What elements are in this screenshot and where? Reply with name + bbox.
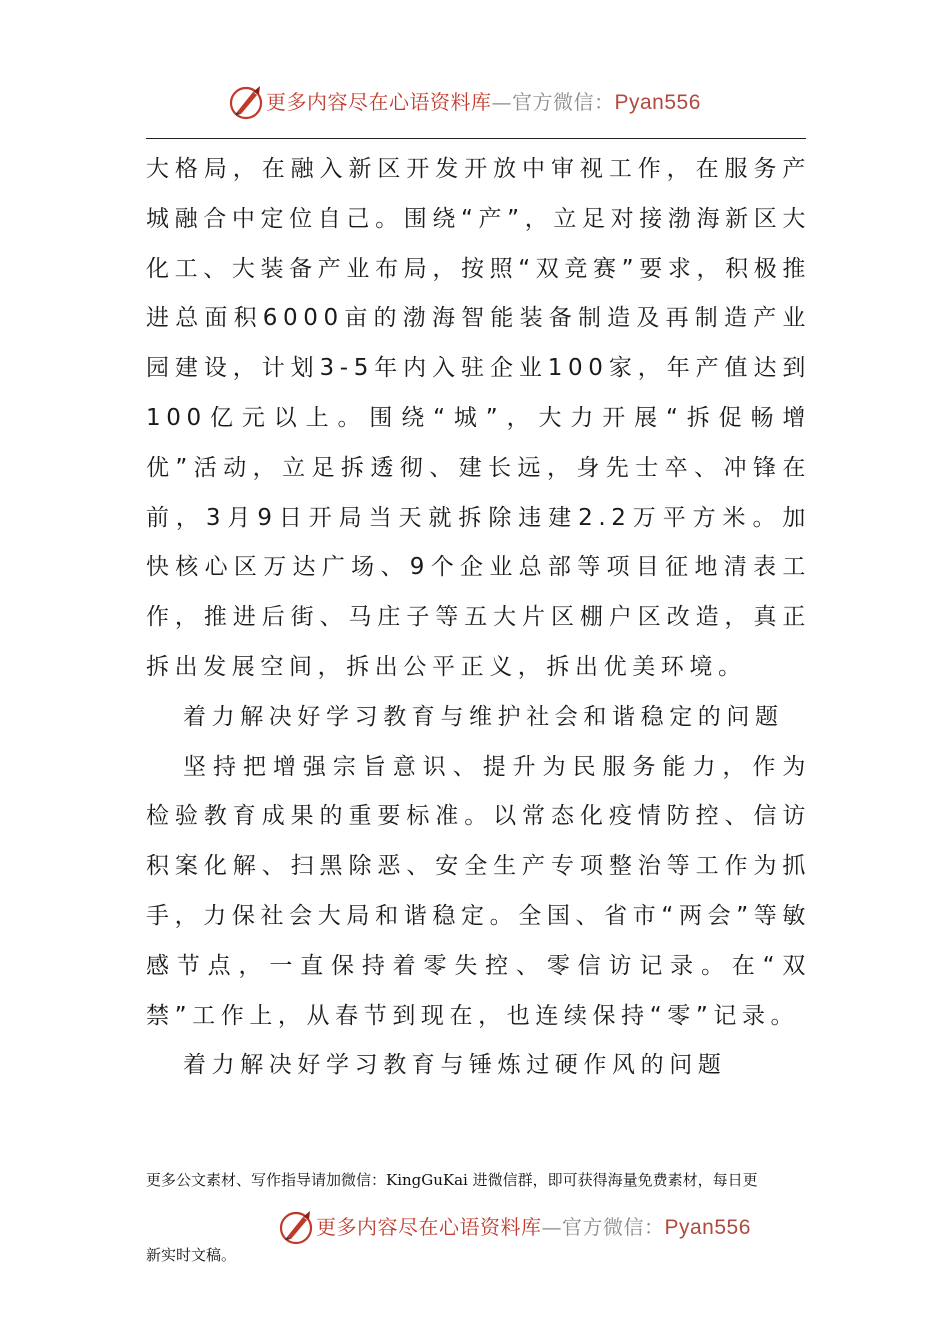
banner-wechat-id: Pyan556 <box>614 91 701 114</box>
section-heading-social-stability: 着力解决好学习教育与维护社会和谐稳定的问题 <box>183 703 784 730</box>
quill-pen-logo-icon <box>276 1207 316 1247</box>
document-body <box>146 145 811 1091</box>
section-heading-work-style: 着力解决好学习教育与锤炼过硬作风的问题 <box>183 1052 727 1079</box>
quill-pen-logo-icon <box>226 82 266 122</box>
header-banner <box>0 80 950 124</box>
banner-text <box>266 88 701 117</box>
banner-site-name: 更多内容尽在心语资料库 <box>316 1215 542 1239</box>
body-paragraph-1: 大格局，在融入新区开发开放中审视工作，在服务产城融合中定位自己。围绕“产”，立足对接渤海新区大化工、大装备产业布局，按照“双竞赛”要求，积极推进总面积6000亩的渤海智能装备制造及再制造产业园建设，计划3-5年内入驻企业100家，年产值达到100亿元以上。围绕“城”，大力开展“拆促畅增优”活动，立足拆透彻、建长远，身先士卒、冲锋在前，3月9日开局当天就拆除违建2.2万平方米。加快核心区万达广场、9个企业总部等项目征地清表工作，推进后街、马庄子等五大片区棚户区改造，真正拆出发展空间，拆出公平正义，拆出优美环境。 <box>146 156 811 680</box>
banner-dash: — <box>491 90 512 114</box>
footer-banner <box>0 1205 950 1249</box>
banner-wechat-label: 官方微信： <box>562 1215 665 1239</box>
body-paragraph-2: 坚持把增强宗旨意识、提升为民服务能力，作为检验教育成果的重要标准。以常态化疫情防控、信访积案化解、扫黑除恶、安全生产专项整治等工作为抓手，力保社会大局和谐稳定。全国、省市“两会”等敏感节点，一直保持着零失控、零信访记录。在“双禁”工作上，从春节到现在，也连续保持“零”记录。 <box>146 753 811 1029</box>
banner-wechat-id: Pyan556 <box>664 1216 751 1239</box>
banner-text <box>316 1213 751 1242</box>
banner-wechat-label: 官方微信： <box>512 90 615 114</box>
banner-site-name: 更多内容尽在心语资料库 <box>266 90 492 114</box>
header-divider <box>146 138 806 139</box>
banner-dash: — <box>541 1215 562 1239</box>
footer-note-line-2: 新实时文稿。 <box>146 1246 237 1264</box>
footer-note-line-1: 更多公文素材、写作指导请加微信：KingGuKai 进微信群，即可获得海量免费素材，每日更 <box>146 1171 758 1189</box>
